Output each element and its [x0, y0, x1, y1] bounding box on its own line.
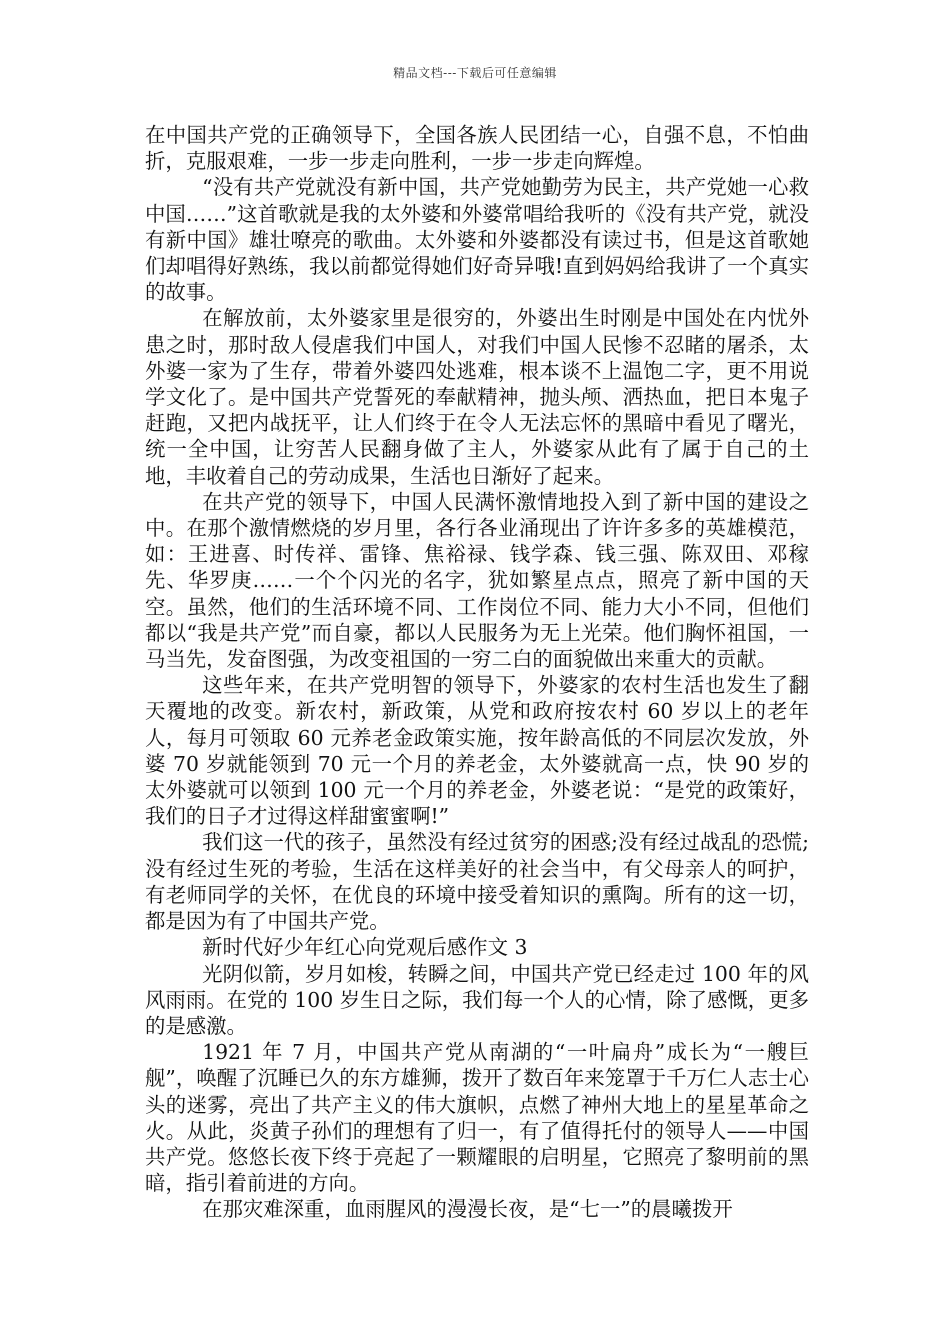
paragraph: 在那灾难深重，血雨腥风的漫漫长夜，是“七一”的晨曦拨开 — [202, 1197, 733, 1222]
page-header: 精品文档---下载后可任意编辑 — [393, 66, 557, 80]
paragraph: 1921 年 7 月，中国共产党从南湖的“一叶扁舟”成长为“一艘巨舰”，唤醒了沉睡已久的东方雄狮，拨开了数百年来笼罩于千万仁人志士心头的迷雾，亮出了共产主义的伟大旗帜，点燃了神州大地上的星星革命之火。从此，炎黄子孙们的理想有了归一，有了值得托付的领导人——中国共产党。悠悠长夜下终于亮起了一颗耀眼的启明星，它照亮了黎明前的黑暗，指引着前进的方向。 — [145, 1040, 809, 1196]
document-body — [145, 122, 809, 1223]
paragraph: 我们这一代的孩子，虽然没有经过贫穷的困惑;没有经过战乱的恐慌;没有经过生死的考验，生活在这样美好的社会当中，有父母亲人的呵护，有老师同学的关怀，在优良的环境中接受着知识的熏陶。所有的这一切，都是因为有了中国共产党。 — [145, 830, 809, 934]
paragraph: 光阴似箭，岁月如梭，转瞬之间，中国共产党已经走过 100 年的风风雨雨。在党的 100 岁生日之际，我们每一个人的心情，除了感慨，更多的是感激。 — [145, 961, 809, 1038]
paragraph: 在中国共产党的正确领导下，全国各族人民团结一心，自强不息，不怕曲折，克服艰难，一步一步走向胜利，一步一步走向辉煌。 — [145, 123, 809, 174]
paragraph: “没有共产党就没有新中国，共产党她勤劳为民主，共产党她一心救中国……”这首歌就是我的太外婆和外婆常唱给我听的《没有共产党，就没有新中国》雄壮嘹亮的歌曲。太外婆和外婆都没有读过书，但是这首歌她们却唱得好熟练，我以前都觉得她们好奇异哦!直到妈妈给我讲了一个真实的故事。 — [145, 175, 809, 305]
paragraph: 在共产党的领导下，中国人民满怀激情地投入到了新中国的建设之中。在那个激情燃烧的岁月里，各行各业涌现出了许许多多的英雄模范，如：王进喜、时传祥、雷锋、焦裕禄、钱学森、钱三强、陈双田、邓稼先、华罗庚……一个个闪光的名字，犹如繁星点点，照亮了新中国的天空。虽然，他们的生活环境不同、工作岗位不同、能力大小不同，但他们都以“我是共产党”而自豪，都以人民服务为无上光荣。他们胸怀祖国，一马当先，发奋图强，为改变祖国的一穷二白的面貌做出来重大的贡献。 — [145, 489, 809, 672]
section-heading: 新时代好少年红心向党观后感作文 3 — [202, 935, 528, 960]
paragraph: 在解放前，太外婆家里是很穷的，外婆出生时刚是中国处在内忧外患之时，那时敌人侵虐我们中国人，对我们中国人民惨不忍睹的屠杀，太外婆一家为了生存，带着外婆四处逃难，根本谈不上温饱二字，更不用说学文化了。是中国共产党誓死的奉献精神，抛头颅、洒热血，把日本鬼子赶跑，又把内战抚平，让人们终于在令人无法忘怀的黑暗中看见了曙光，统一全中国，让穷苦人民翻身做了主人，外婆家从此有了属于自己的土地，丰收着自己的劳动成果，生活也日渐好了起来。 — [145, 306, 809, 488]
paragraph: 这些年来，在共产党明智的领导下，外婆家的农村生活也发生了翻天覆地的改变。新农村，新政策，从党和政府按农村 60 岁以上的老年人，每月可领取 60 元养老金政策实施，按年龄高低的不同层次发放，外婆 70 岁就能领到 70 元一个月的养老金，太外婆就高一点，快 90 岁的太外婆就可以领到 100 元一个月的养老金，外婆老说：“是党的政策好，我们的日子才过得这样甜蜜蜜啊!” — [145, 673, 809, 829]
